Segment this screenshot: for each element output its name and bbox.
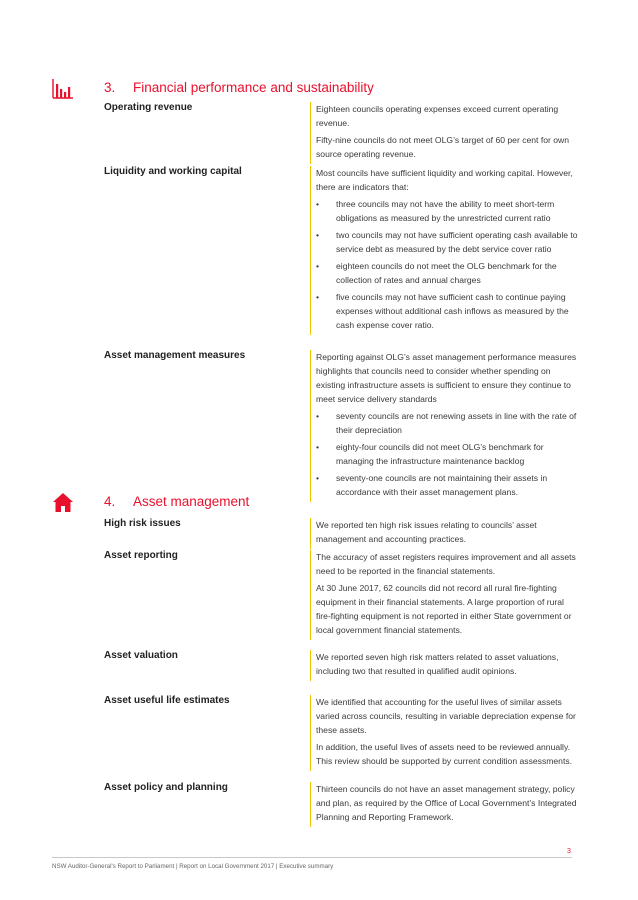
list-item: • three councils may not have the ability to meet short-term obligations as measured by the unrestricted current ratio bbox=[316, 199, 555, 223]
paragraph: At 30 June 2017, 62 councils did not record all rural fire-fighting equipment in their financial statements. A large proportion of rural fire-fighting equipment is not reported in either State government or local government financial statements. bbox=[316, 583, 572, 635]
bar-chart-icon bbox=[52, 78, 74, 100]
row-body bbox=[310, 695, 578, 771]
row-label: Asset management measures bbox=[104, 350, 246, 361]
section-title: Financial performance and sustainability bbox=[133, 80, 374, 95]
paragraph: We reported ten high risk issues relating to councils’ asset management and accounting practices. bbox=[316, 520, 537, 544]
list-item: • eighty-four councils did not meet OLG’s benchmark for managing the infrastructure maintenance backlog bbox=[316, 442, 544, 466]
bullet-list bbox=[316, 197, 578, 332]
section-header bbox=[0, 78, 638, 102]
paragraph: We identified that accounting for the useful lives of similar assets varied across councils, resulting in variable depreciation expense for these assets. bbox=[316, 697, 576, 735]
paragraph: Most councils have sufficient liquidity and working capital. However, there are indicators that: bbox=[316, 168, 573, 192]
house-icon bbox=[52, 492, 74, 514]
row-body bbox=[310, 550, 578, 640]
row-label: Operating revenue bbox=[104, 102, 193, 113]
list-item: • eighteen councils do not meet the OLG benchmark for the collection of rates and annual charges bbox=[316, 261, 557, 285]
list-item: • five councils may not have sufficient cash to continue paying expenses without additional cash inflows as measured by the cash expense cover ratio. bbox=[316, 292, 569, 330]
row-body bbox=[310, 650, 578, 681]
section-number: 3. bbox=[104, 80, 116, 95]
section-header bbox=[0, 492, 638, 516]
list-item: • two councils may not have sufficient operating cash available to service debt as measured by the debt service cover ratio bbox=[316, 230, 578, 254]
paragraph: In addition, the useful lives of assets need to be reviewed annually. This review should be supported by current condition assessments. bbox=[316, 742, 573, 766]
row-body bbox=[310, 518, 578, 549]
paragraph: Fifty-nine councils do not meet OLG’s target of 60 per cent for own source operating revenue. bbox=[316, 135, 570, 159]
list-item: • seventy-one councils are not maintaining their assets in accordance with their asset management plans. bbox=[316, 473, 548, 497]
row-label: Asset policy and planning bbox=[104, 782, 228, 793]
footer-text: NSW Auditor-General's Report to Parliament | Report on Local Government 2017 | Executive summary bbox=[52, 863, 334, 870]
section-number: 4. bbox=[104, 494, 116, 509]
row-body bbox=[310, 102, 578, 164]
section-title: Asset management bbox=[133, 494, 250, 509]
row-label: Asset reporting bbox=[104, 550, 178, 561]
page-number: 3 bbox=[567, 848, 571, 855]
row-body bbox=[310, 166, 578, 335]
row-body bbox=[310, 782, 578, 827]
paragraph: Reporting against OLG’s asset management performance measures highlights that councils need to consider whether spending on existing infrastructure assets is sufficient to ensure they continue to meet service delivery standards bbox=[316, 352, 577, 404]
paragraph: The accuracy of asset registers requires improvement and all assets need to be reported in the financial statements. bbox=[316, 552, 576, 576]
footer-divider bbox=[52, 857, 572, 858]
row-body bbox=[310, 350, 578, 502]
row-label: Asset useful life estimates bbox=[104, 695, 230, 706]
row-label: High risk issues bbox=[104, 518, 181, 529]
bullet-list bbox=[316, 409, 578, 499]
list-item: • seventy councils are not renewing assets in line with the rate of their depreciation bbox=[316, 411, 577, 435]
paragraph: We reported seven high risk matters related to asset valuations, including two that resulted in qualified audit opinions. bbox=[316, 652, 559, 676]
paragraph: Eighteen councils operating expenses exceed current operating revenue. bbox=[316, 104, 559, 128]
row-label: Liquidity and working capital bbox=[104, 166, 242, 177]
paragraph: Thirteen councils do not have an asset management strategy, policy and plan, as required by the Office of Local Government’s Integrated Planning and Reporting Framework. bbox=[316, 784, 577, 822]
row-label: Asset valuation bbox=[104, 650, 178, 661]
